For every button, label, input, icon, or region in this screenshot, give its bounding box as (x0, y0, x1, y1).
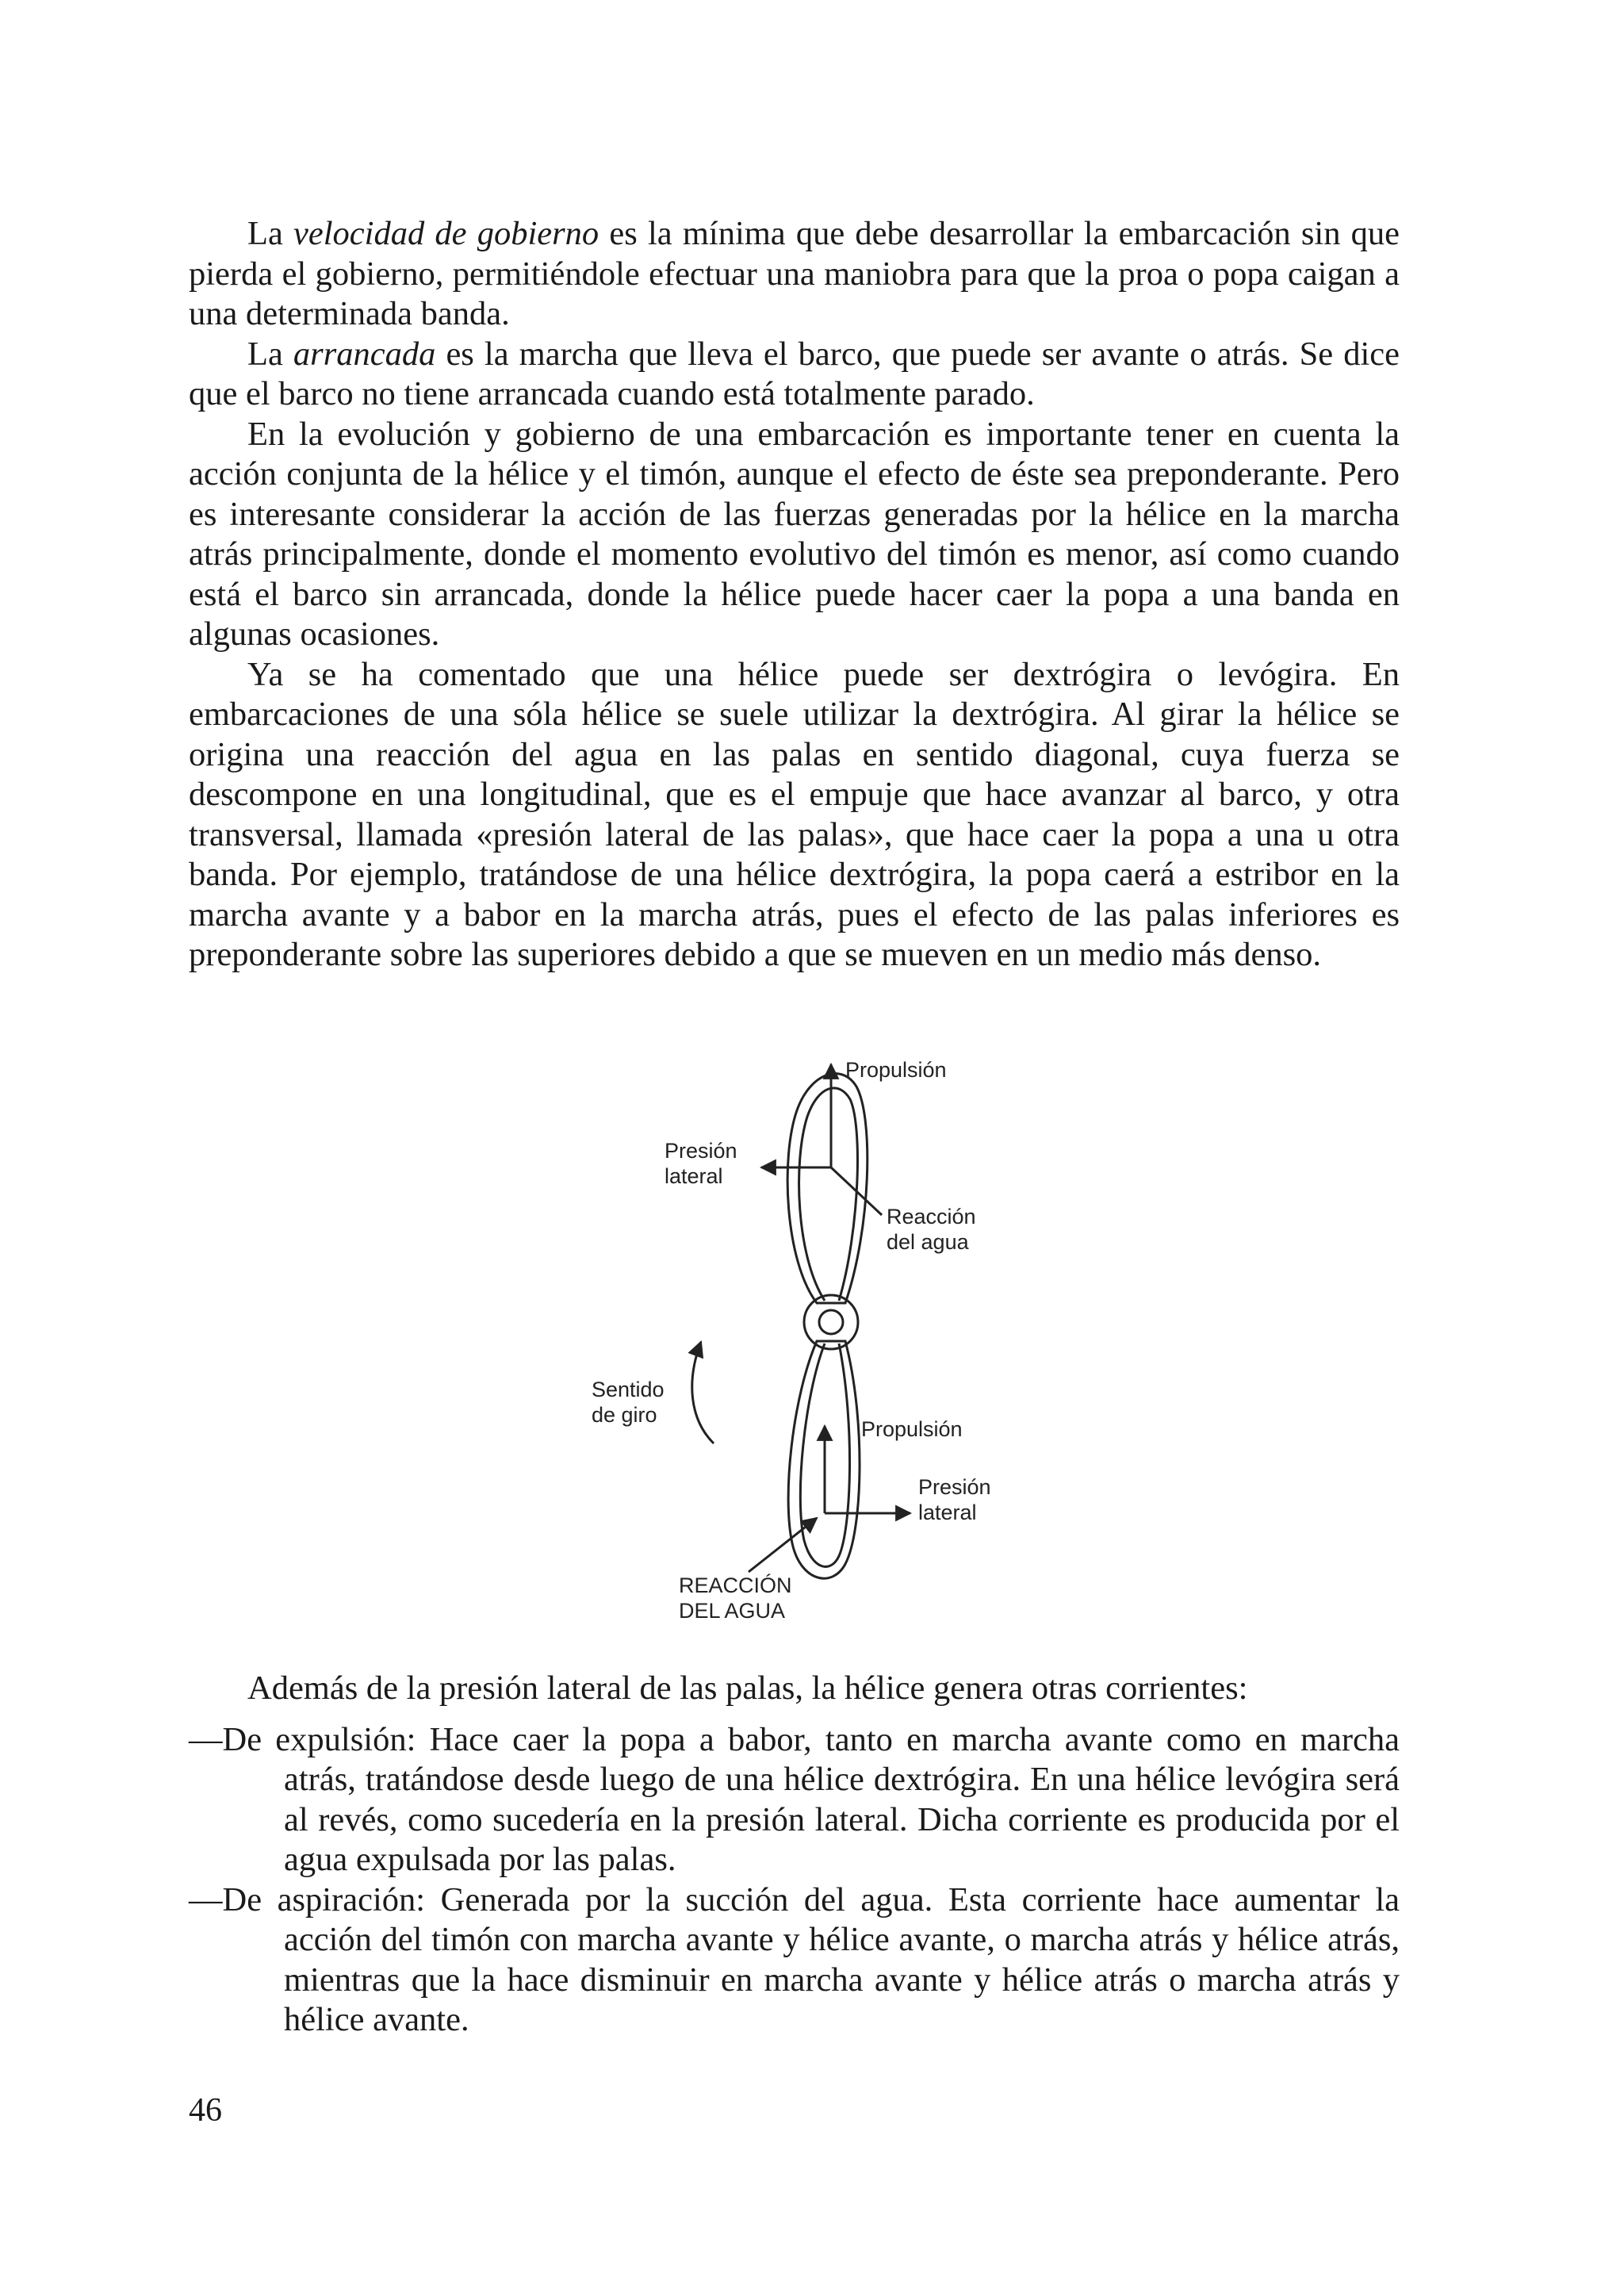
label-propulsion-top: Propulsión (845, 1058, 947, 1082)
label-water-reaction-bottom-2: DEL AGUA (679, 1599, 786, 1623)
label-lateral-pressure-bottom-1: Presión (918, 1475, 991, 1499)
upper-blade-inner (799, 1088, 858, 1301)
body-text (189, 214, 1400, 976)
currents-section (189, 1669, 1400, 2041)
label-rotation-direction-1: Sentido (592, 1378, 665, 1401)
propeller-figure (0, 1023, 1624, 1642)
propeller-hub-inner (819, 1310, 843, 1334)
label-propulsion-bottom: Propulsión (861, 1417, 963, 1441)
label-lateral-pressure-bottom-2: lateral (918, 1501, 977, 1524)
label-rotation-direction-2: de giro (592, 1403, 657, 1427)
list-item-aspiracion: —De aspiración: Generada por la succión del agua. Esta corriente hace aumentar la acción del timón con marcha avante y hélice avante, o marcha atrás y hélice atrás, mientras que la hace disminuir en marcha avante y hélice atrás o marcha atrás y hélice avante. (189, 1880, 1400, 2038)
term-velocidad-gobierno: velocidad de gobierno (293, 215, 599, 252)
paragraph-dextrogira: Ya se ha comentado que una hélice puede ser dextrógira o levógira. En embarcaciones de una sóla hélice se suele utilizar la dextrógira. Al girar la hélice se origina una reacción del agua en las palas en sentido diagonal, cuya fuerza se descompone en una longitudinal, que es el empuje que hace avanzar al barco, y otra transversal, llamada «presión lateral de las palas», que hace caer la popa a una u otra banda. Por ejemplo, tratándose de una hélice dextrógira, la popa caerá a estribor en la marcha avante y a babor en la marcha atrás, pues el efecto de las palas inferiores es preponderante sobre las superiores debido a que se mueven en un medio más denso. (189, 655, 1400, 973)
paragraph-evolucion: En la evolución y gobierno de una embarcación es importante tener en cuenta la acción conjunta de la hélice y el timón, aunque el efecto de éste sea preponderante. Pero es interesante considerar la acción de las fuerzas generadas por la hélice en la marcha atrás principalmente, donde el momento evolutivo del timón es menor, así como cuando está el barco sin arrancada, donde la hélice puede hacer caer la popa a una banda en algunas ocasiones. (189, 415, 1400, 653)
propeller-blades (787, 1074, 868, 1579)
paragraph-velocidad-gobierno: La velocidad de gobierno es la mínima que debe desarrollar la embarcación sin que pierda el gobierno, permitiéndole efectuar una maniobra para que la proa o popa caigan a una determinada banda. (189, 215, 1400, 332)
page-number: 46 (189, 2092, 222, 2129)
label-lateral-pressure-top-2: lateral (665, 1164, 723, 1188)
paragraph-arrancada: La arrancada es la marcha que lleva el barco, que puede ser avante o atrás. Se dice que el barco no tiene arrancada cuando está totalmente parado. (189, 335, 1400, 412)
label-water-reaction-bottom-1: REACCIÓN (679, 1573, 792, 1597)
label-water-reaction-top-2: del agua (887, 1230, 969, 1254)
arrow-rotation-direction (692, 1342, 714, 1443)
propeller-diagram (0, 1023, 1624, 1642)
label-water-reaction-top-1: Reacción (887, 1205, 976, 1228)
term-arrancada: arrancada (293, 335, 436, 373)
list-item-expulsion: —De expulsión: Hace caer la popa a babor, tanto en marcha avante como en marcha atrás, tratándose desde luego de una hélice dextrógira. En una hélice levógira será al revés, como sucedería en la presión lateral. Dicha corriente es producida por el agua expulsada por las palas. (189, 1720, 1400, 1878)
label-lateral-pressure-top-1: Presión (665, 1139, 737, 1163)
currents-intro: Además de la presión lateral de las palas, la hélice genera otras corrientes: (247, 1669, 1248, 1707)
